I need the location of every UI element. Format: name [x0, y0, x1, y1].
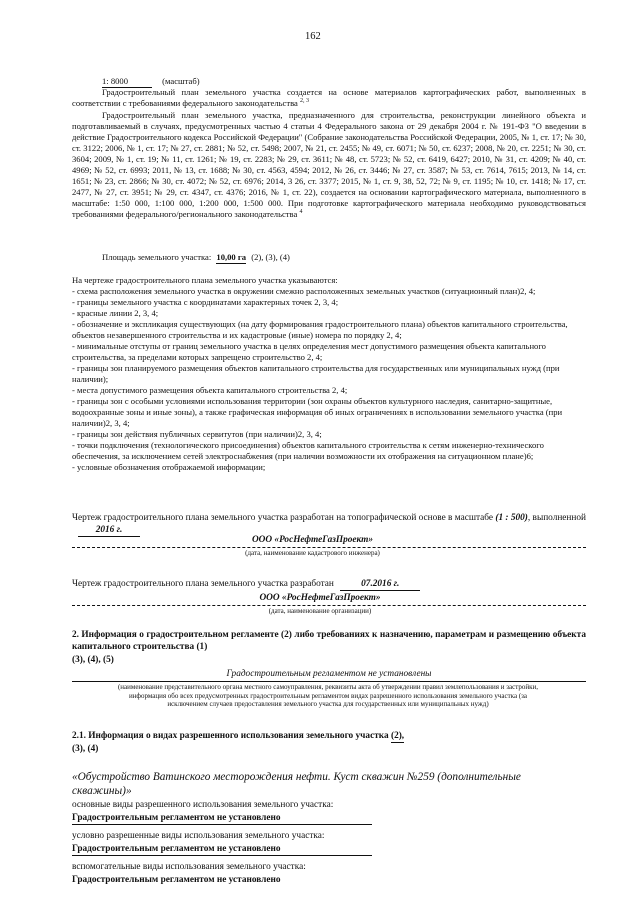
drawing-item: - границы зон действия публичных сервитутов (при наличии)2, 3, 4; — [72, 429, 322, 439]
scale-label: (масштаб) — [162, 76, 200, 86]
section2-rule — [72, 681, 586, 682]
area-label: Площадь земельного участка: — [102, 252, 212, 262]
topo-company: ООО «РосНефтеГазПроект» — [251, 535, 374, 545]
conditional-uses-label: условно разрешенные виды использования земельного участка: — [72, 831, 325, 841]
object-name: «Обустройство Ватинского месторождения нефти. Куст скважин №259 (дополнительные скважины)» — [72, 771, 521, 797]
intro-text: Градостроительный план земельного участка создается на основе материалов картографических работ, выполненных в соответствии с требованиями федерального законодательства — [72, 87, 586, 108]
main-uses-label: основные виды разрешенного использования земельного участка: — [72, 800, 334, 810]
auxiliary-uses-value: Градостроительным регламентом не установлено — [72, 875, 281, 885]
drawing-contents — [72, 275, 586, 473]
conditional-uses-value: Градостроительным регламентом не установлено — [72, 844, 281, 854]
section2-caption: (наименование представительного органа местного самоуправления, реквизиты акта об утверждении правил землепользования и застройки, информация обо всех предусмотренных градостроительным регламентом видах разрешенного использования земельного участка (за исключением случаев предоставления земельного участка для государственных или муниципальных нужд) — [117, 683, 539, 708]
drawing-intro: На чертеже градостроительного плана земельного участка указываются: — [72, 275, 338, 285]
section2-value: Градостроительным регламентом не установлены — [226, 669, 432, 679]
drawing-item: - обозначение и экспликация существующих (на дату формирования градостроительного плана) объектов капитального строительства, объектов незавершенного строительства и их кадастровые (иные) номера по порядку 2, 4; — [72, 319, 568, 340]
drawing-item: - красные линии 2, 3, 4; — [72, 308, 159, 318]
drawing-item: - минимальные отступы от границ земельного участка в целях определения мест допустимого размещения объекта капитального строительства, за пределами которых запрещено строительство 2, 4; — [72, 341, 546, 362]
drawing-item: - границы земельного участка с координатами характерных точек 2, 3, 4; — [72, 297, 339, 307]
topo-done-label: , выполненной — [527, 513, 587, 523]
developed-caption: (дата, наименование организации) — [268, 607, 372, 615]
linear-text: Градостроительный план земельного участка, предназначенного для строительства, реконструкции линейного объекта и подготавливаемый в случаях, предусмотренных частью 4 статьи 4 Федерального закона от 29 декабря 2004 г. № 191-ФЗ "О введении в действие Градостроительного кодекса Российской Федерации" (Собрание законодательства Российской Федерации, 2005, № 1, ст. 17; № 30, ст. 3122; 2006, № 1, ст. 17; № 27, ст. 2881; № 52, ст. 5498; 2007, № 21, ст. 2455; № 49, ст. 6071; № 50, ст. 6237; 2008, № 20, ст. 2251; № 30, ст. 3604; 2009, № 1, ст. 19; № 11, ст. 1261; № 19, ст. 2283; № 29, ст. 3611; № 48, ст. 5723; № 52, ст. 6419, 6427; 2010, № 31, ст. 4209; № 40, ст. 4969; № 52, ст. 6993; 2011, № 13, ст. 1688; № 30, ст. 4563, 4594; 2012, № 26, ст. 3446; № 27, ст. 3587; № 53, ст. 7614, 7615; 2013, № 14, ст. 1651; № 23, ст. 2866; № 30, ст. 4072; № 52, ст. 6976; 2014, 3 26, ст. 3377; 2015, № 1, ст. 9, 38, 52, 72; № 9, ст. 1195; № 10, ст. 1418; № 17, ст. 2477, № 27, ст. 3951; № 29, ст. 4347, ст. 4376; 2016, № 1, ст. 22), создается на основании картографического материала, выполненного в масштабе: 1:50 000, 1:100 000, 1:200 000, 1:500 000. При подготовке картографического материала необходимо руководствоваться требованиями федерального/регионального законодательства — [72, 110, 586, 219]
developed-text: Чертеж градостроительного плана земельного участка разработан — [72, 579, 334, 589]
conditional-uses-rule — [72, 855, 372, 856]
drawing-item: - схема расположения земельного участка в окружении смежно расположенных земельных участков (ситуационный план)2, 4; — [72, 286, 536, 296]
topo-caption: (дата, наименование кадастрового инженера) — [245, 549, 380, 557]
developed-rule — [72, 605, 586, 606]
page-number: 162 — [305, 31, 321, 42]
area-row — [102, 252, 290, 264]
developed-date: 07.2016 г. — [340, 578, 420, 591]
developed-company: ООО «РосНефтеГазПроект» — [259, 593, 381, 603]
drawing-item: - границы зон планируемого размещения объектов капитального строительства для государственных или муниципальных нужд (при наличии); — [72, 363, 560, 384]
area-value: 10,00 га — [216, 252, 247, 262]
developed-row — [72, 578, 586, 591]
scale-value: 1: 8000 — [102, 76, 152, 88]
section21-heading — [72, 730, 586, 743]
topo-rule — [72, 547, 586, 548]
area-refs: (2), (3), (4) — [251, 252, 290, 262]
main-uses-rule — [72, 824, 372, 825]
intro-footnote: 2, 3 — [300, 98, 310, 105]
intro-paragraph — [72, 87, 586, 109]
section21-heading-ref: (2), — [390, 731, 405, 741]
main-uses-value: Градостроительным регламентом не установлено — [72, 813, 281, 823]
topo-text: Чертеж градостроительного плана земельного участка разработан на топографической основе в масштабе — [72, 513, 494, 523]
topo-year: 2016 г. — [78, 524, 140, 537]
linear-footnote: 4 — [299, 209, 303, 216]
section21-refs: (3), (4) — [72, 744, 99, 754]
drawing-item: - места допустимого размещения объекта капитального строительства 2, 4; — [72, 385, 348, 395]
section21-heading-main: 2.1. Информация о видах разрешенного использования земельного участка — [72, 731, 389, 741]
drawing-item: - точки подключения (технологического присоединения) объектов капитального строительства к сетям инженерно-технического обеспечения, за исключением сетей электроснабжения (при наличии возможности их отображения на ситуационном плане)6; — [72, 440, 544, 461]
section2-refs: (3), (4), (5) — [72, 655, 114, 665]
linear-object-paragraph — [72, 110, 586, 220]
auxiliary-uses-label: вспомогательные виды использования земельного участка: — [72, 862, 306, 872]
drawing-item: - границы зон с особыми условиями использования территории (зон охраны объектов культурного наследия, санитарно-защитные, водоохранные зоны и иные зоны), а также графическая информация об иных ограничениях в использовании земельного участка (при наличии)2, 3, 4; — [72, 396, 563, 428]
section2-heading: 2. Информация о градостроительном регламенте (2) либо требованиях к назначению, параметрам и размещению объекта капитального строительства (1) — [72, 630, 586, 652]
drawing-item: - условные обозначения отображаемой информации; — [72, 462, 266, 472]
topo-scale: (1 : 500) — [495, 513, 528, 523]
